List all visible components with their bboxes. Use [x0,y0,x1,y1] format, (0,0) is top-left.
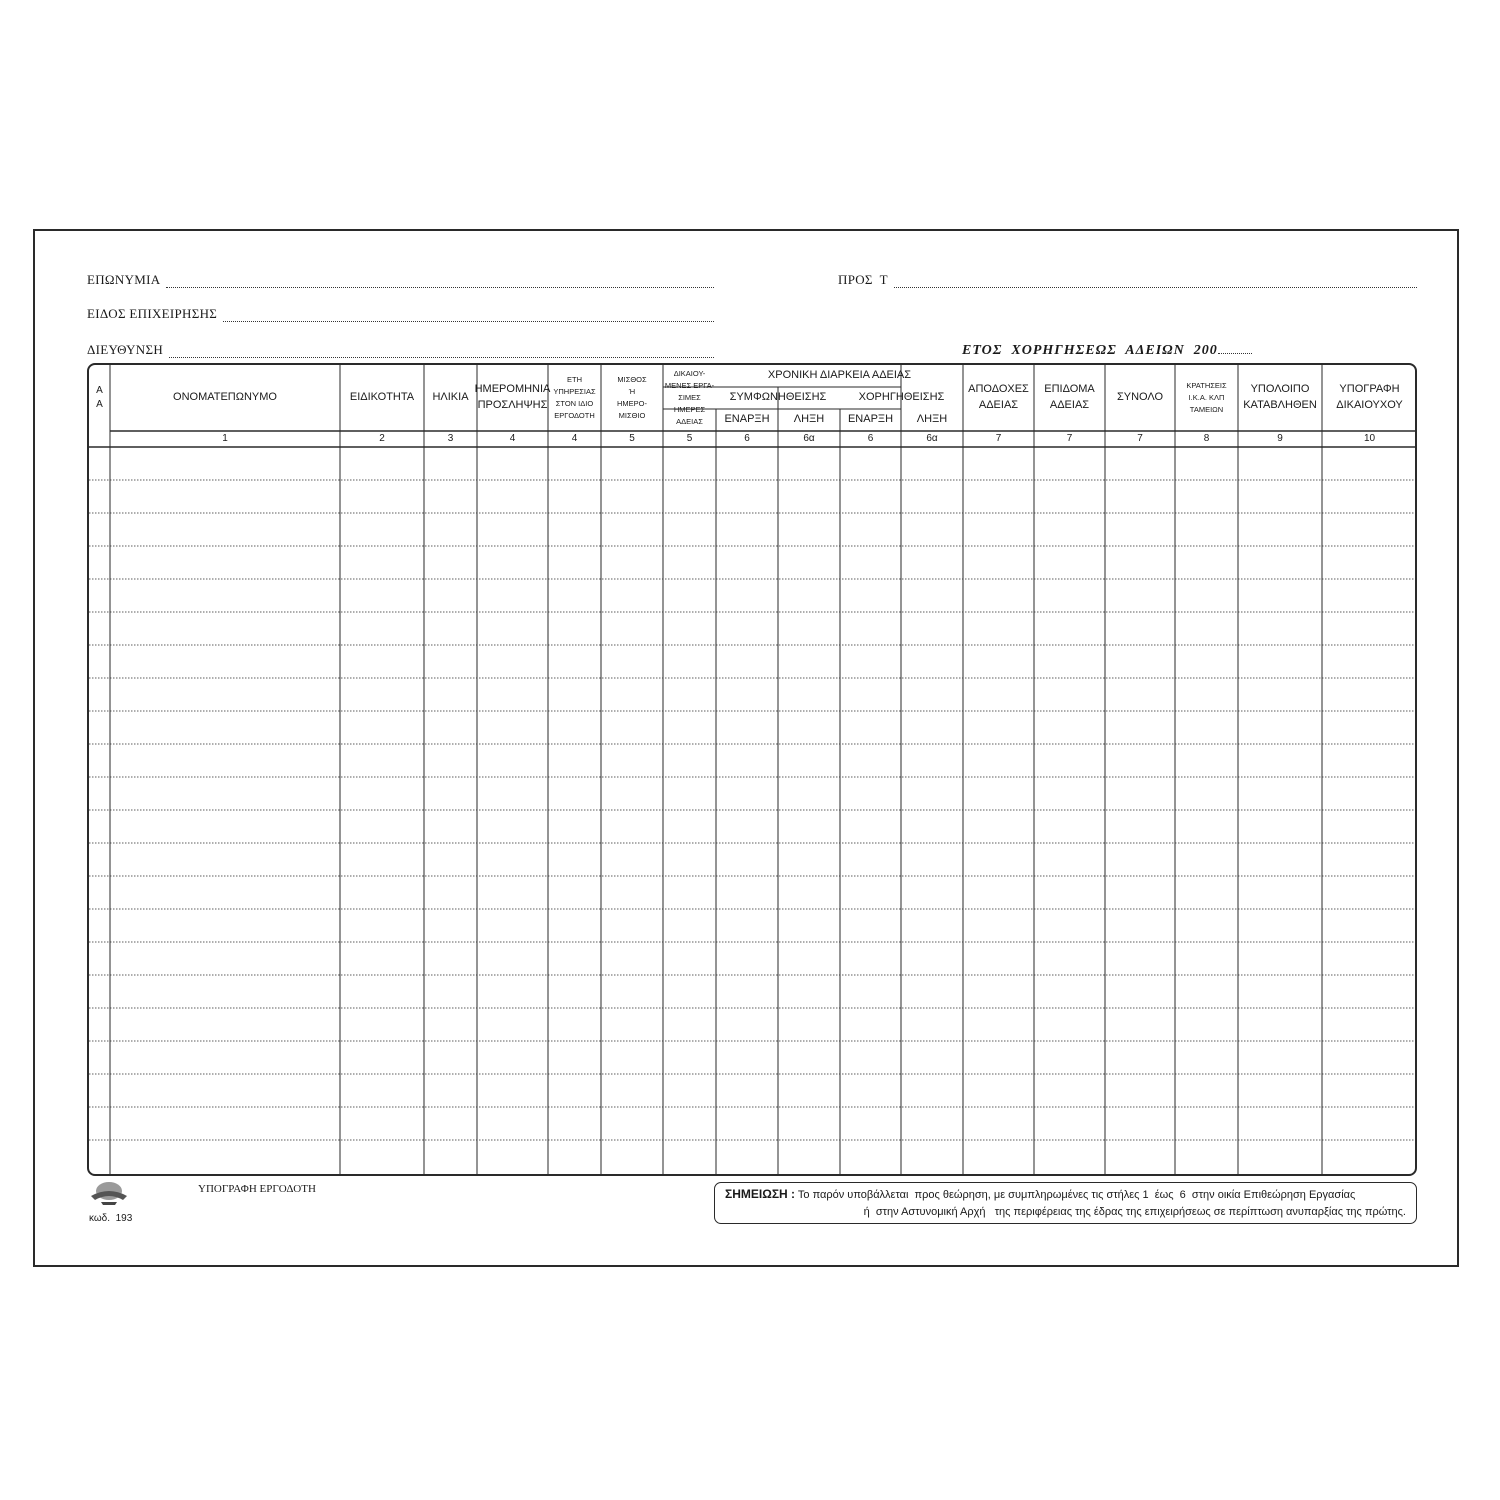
to-label: ΠΡΟΣ Τ [838,272,888,287]
company-field[interactable] [87,272,714,288]
group-duration-header: ΧΡΟΝΙΚΗ ΔΙΑΡΚΕΙΑ ΑΔΕΙΑΣ [767,369,912,382]
column-number: 5 [629,432,635,444]
agreed-end-header: ΛΗΞΗ [793,413,825,426]
note-text-2: ή στην Αστυνομική Αρχή της περιφέρειας της έδρας της επιχειρήσεως σε περίπτωση ανυπαρξίας της πρώτης. [863,1206,1406,1218]
col-total-header: ΣΥΝΟΛΟ [1116,391,1164,404]
column-number: 7 [995,432,1002,444]
col-wage-header: ΜΙΣΘΟΣ Ή ΗΜΕΡΟ- ΜΙΣΘΙΟ [617,375,647,420]
to-input-line[interactable] [894,276,1417,288]
column-number: 7 [1137,432,1143,444]
column-number: 3 [447,432,454,444]
column-number: 10 [1363,432,1376,444]
address-label: ΔΙΕΥΘΥΝΣΗ [87,342,164,357]
column-number: 2 [379,432,385,444]
sub-agreed-header: ΣΥΜΦΩΝΗΘΕΙΣΗΣ [729,391,827,404]
column-number: 6 [744,432,750,444]
col-deductions-header: ΚΡΑΤΗΣΕΙΣ Ι.Κ.Α. ΚΛΠ ΤΑΜΕΙΩΝ [1186,381,1227,414]
column-number: 7 [1066,432,1073,444]
col-allowance-header: ΕΠΙΔΟΜΑ ΑΔΕΙΑΣ [1044,383,1095,411]
business-type-field[interactable] [87,306,714,322]
column-number: 6 [867,432,874,444]
note-box [714,1182,1417,1224]
company-input-line[interactable] [166,276,714,288]
column-number: 6α [803,432,815,444]
sub-granted-header: ΧΟΡΗΓΗΘΕΙΣΗΣ [858,391,945,404]
col-aa-header: Α Α [96,384,103,410]
col-name-header: ΟΝΟΜΑΤΕΠΩΝΥΜΟ [173,391,277,404]
employer-signature-label: ΥΠΟΓΡΑΦΗ ΕΡΓΟΔΟΤΗ [198,1183,316,1195]
col-leave-pay-header: ΑΠΟΔΟΧΕΣ ΑΔΕΙΑΣ [968,383,1029,411]
column-number: 1 [222,432,228,444]
address-field[interactable] [87,342,714,358]
granted-end-header: ΛΗΞΗ [916,413,948,426]
column-number: 4 [509,432,516,444]
year-title [962,343,1252,359]
agreed-start-header: ΕΝΑΡΞΗ [724,413,770,426]
note-line-1 [725,1186,1406,1204]
granted-start-header: ΕΝΑΡΞΗ [847,413,894,426]
col-signature-header: ΥΠΟΓΡΑΦΗ ΔΙΚΑΙΟΥΧΟΥ [1336,383,1403,411]
form-code: κωδ. 193 [89,1213,133,1224]
note-text-1: Το παρόν υποβάλλεται προς θεώρηση, με συμπληρωμένες τις στήλες 1 έως 6 στην οικία Επιθεώρηση Εργασίας [797,1189,1356,1201]
col-hire-date-header: ΗΜΕΡΟΜΗΝΙΑ ΠΡΟΣΛΗΨΗΣ [474,383,551,411]
col-years-header: ΕΤΗ ΥΠΗΡΕΣΙΑΣ ΣΤΟΝ ΙΔΙΟ ΕΡΓΟΔΟΤΗ [553,375,596,420]
note-label: ΣΗΜΕΙΩΣΗ : [725,1187,796,1201]
column-number: 6α [926,432,938,444]
publisher-logo [87,1178,131,1206]
year-input-line[interactable] [1218,353,1252,354]
to-field[interactable] [838,272,1417,288]
col-specialty-header: ΕΙΔΙΚΟΤΗΤΑ [349,391,415,404]
column-number: 5 [686,432,693,444]
table-grid [89,365,1417,1176]
company-label: ΕΠΩΝΥΜΙΑ [87,272,161,287]
col-remaining-header: ΥΠΟΛΟΙΠΟ ΚΑΤΑΒΛΗΘΕΝ [1243,383,1317,411]
column-number: 8 [1203,432,1210,444]
column-number: 4 [571,432,578,444]
note-line-2 [725,1204,1406,1221]
business-type-input-line[interactable] [223,310,714,322]
address-input-line[interactable] [169,346,714,358]
col-days-header: ΔΙΚΑΙΟΥ- ΜΕΝΕΣ ΕΡΓΑ- ΣΙΜΕΣ ΗΜΕΡΕΣ ΑΔΕΙΑΣ [664,369,715,426]
col-age-header: ΗΛΙΚΙΑ [432,391,469,404]
year-title-text: ΕΤΟΣ ΧΟΡΗΓΗΣΕΩΣ ΑΔΕΙΩΝ 200 [962,343,1218,358]
leave-table [87,363,1417,1176]
column-number: 9 [1277,432,1283,444]
business-type-label: ΕΙΔΟΣ ΕΠΙΧΕΙΡΗΣΗΣ [87,306,218,321]
